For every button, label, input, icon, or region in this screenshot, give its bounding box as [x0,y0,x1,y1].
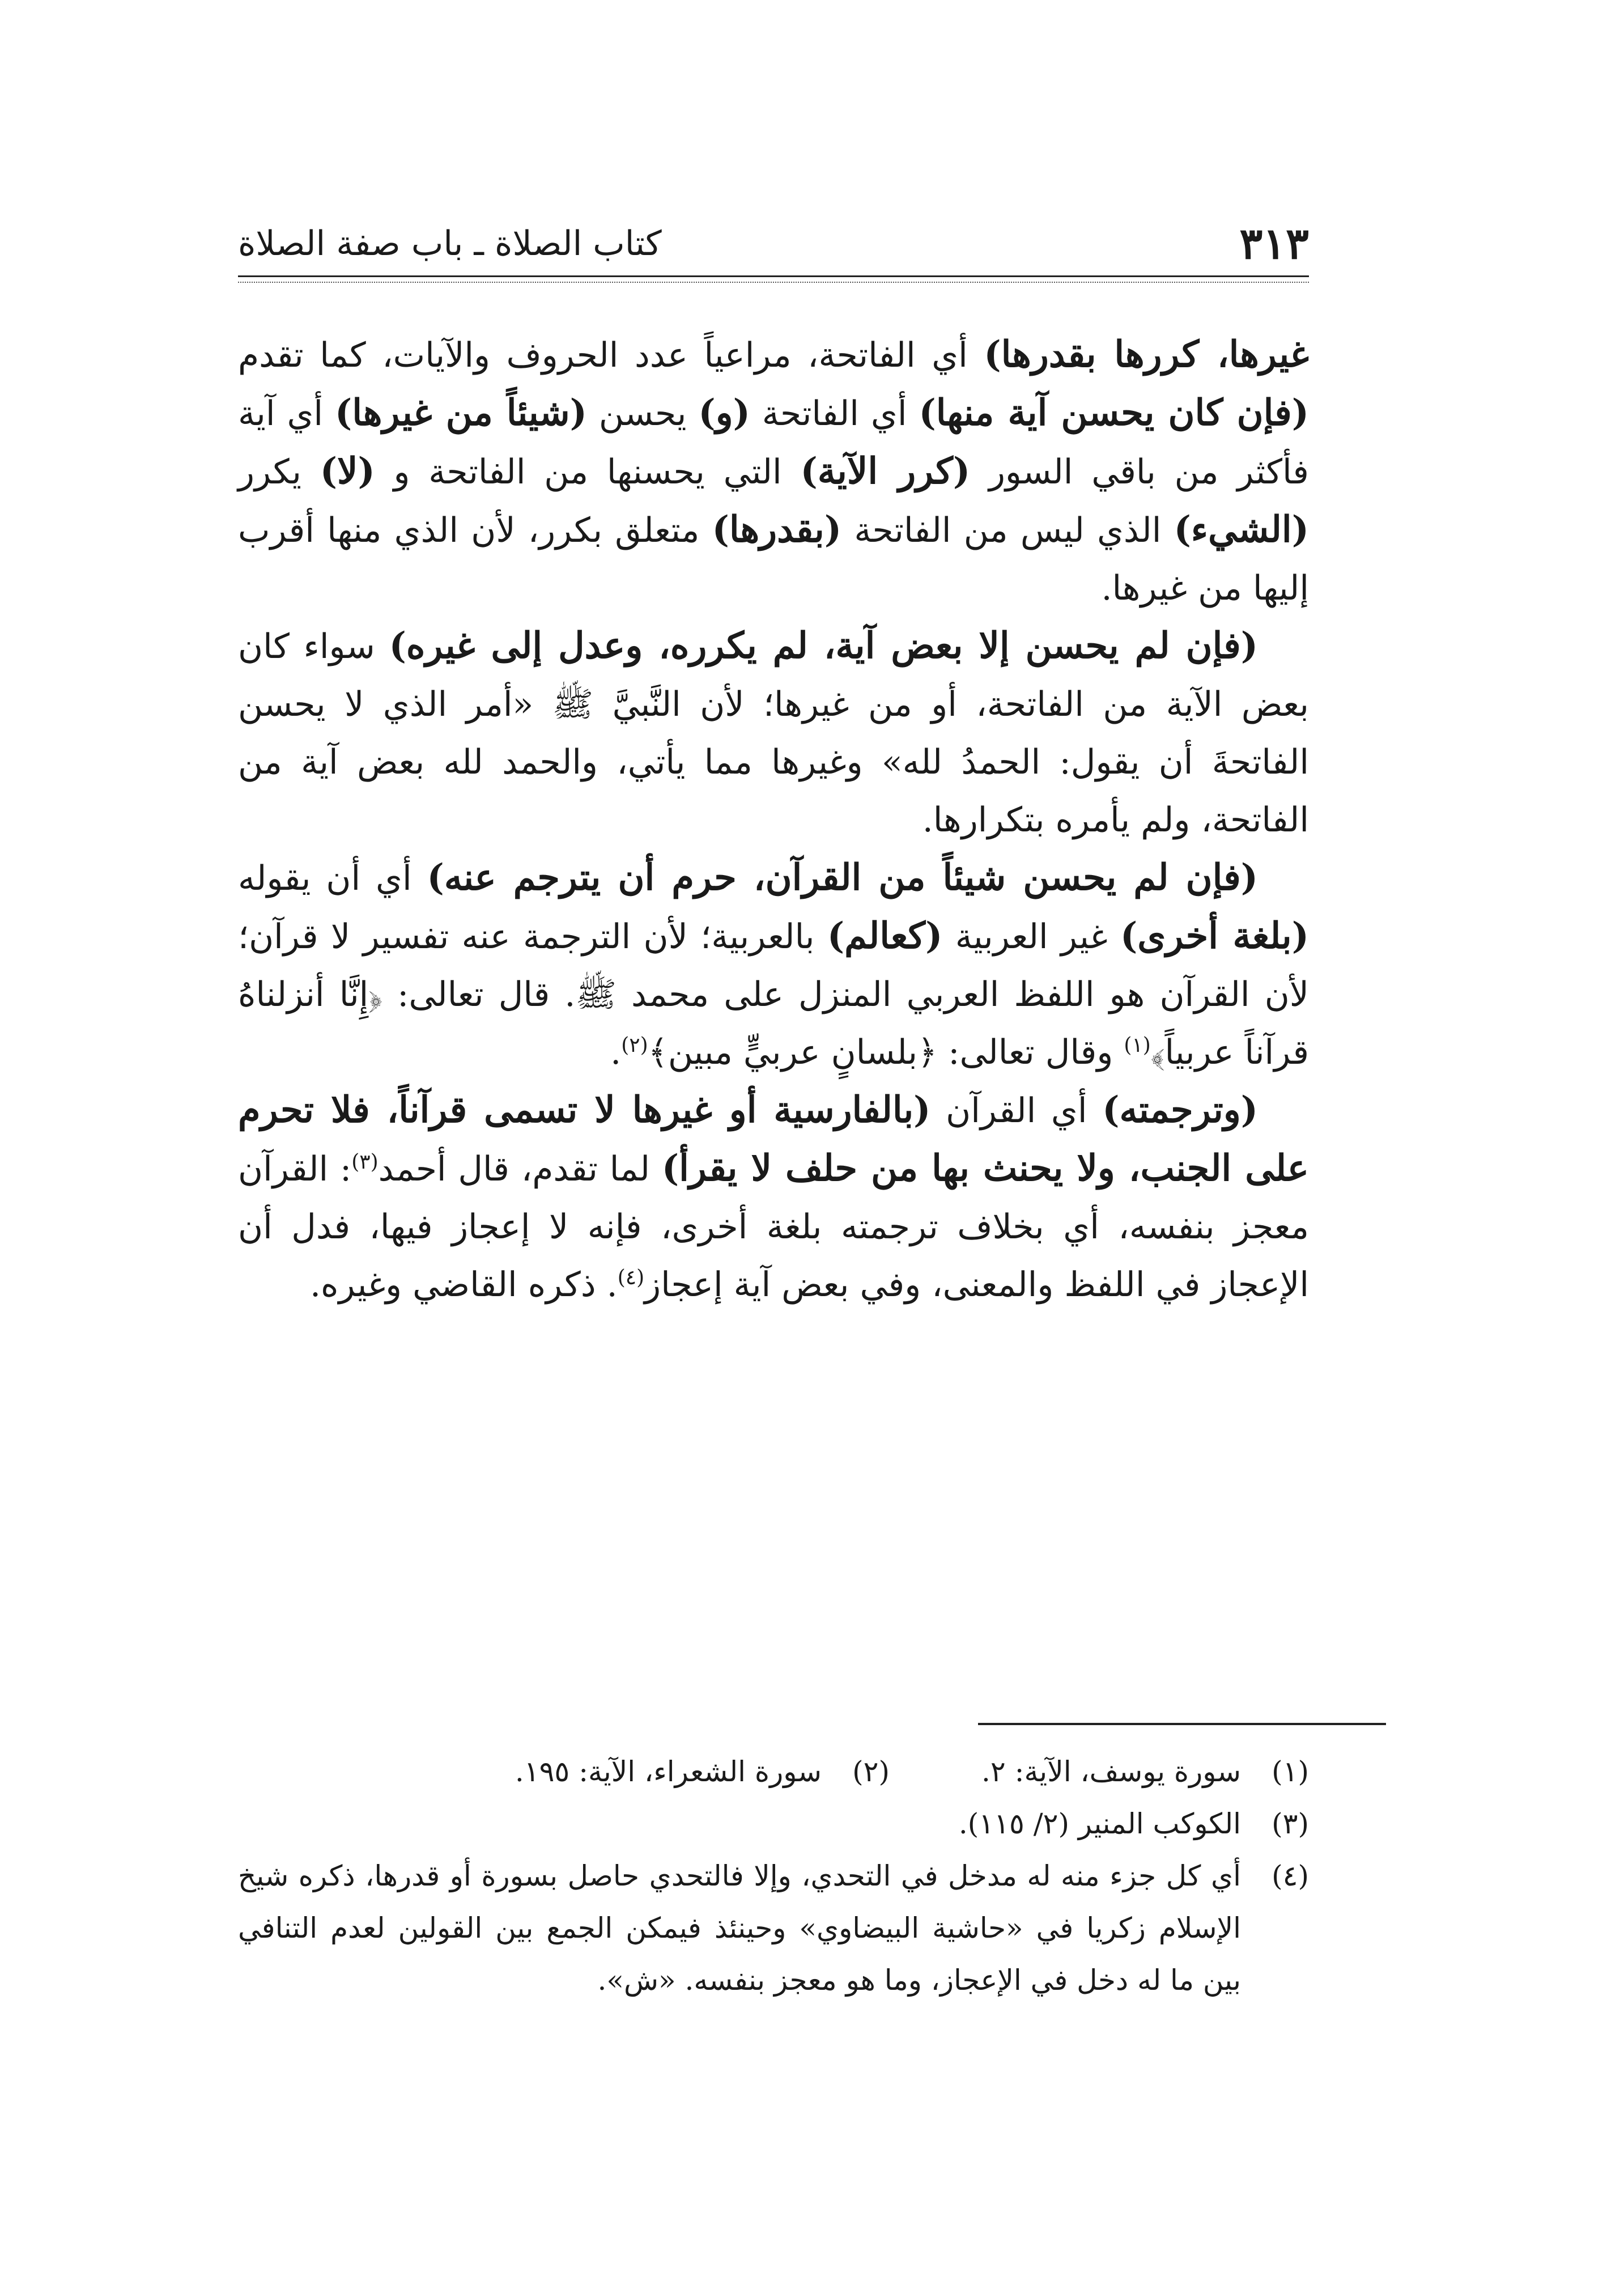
text-run: أي آية فأكثر من باقي السور [238,394,1309,492]
bold-phrase: (كعالم) [827,915,943,957]
paragraph-1 [238,326,1309,617]
page-number: ٣١٣ [1239,218,1309,269]
footnote-ref: (٤) [617,1266,645,1289]
text-run: يحسن [586,394,699,434]
paragraph-2 [238,617,1309,849]
footnote-1-2 [238,1746,1309,1798]
bold-phrase: (فإن لم يحسن شيئاً من القرآن، حرم أن يترجم عنه) [427,856,1259,899]
footnote-ref: (٢) [621,1034,648,1057]
bold-phrase: (الشيء) [1174,508,1309,551]
footnote-ref: (١) [1124,1034,1151,1057]
footnote-ref: (٣) [351,1150,379,1174]
text-run: : القرآن معجز بنفسه، أي بخلاف ترجمته بلغة أخرى، فإنه لا إعجاز فيها، فدل أن الإعجاز في اللفظ والمعنى، وفي بعض آية إعجاز [238,1149,1309,1305]
running-head: كتاب الصلاة ـ باب صفة الصلاة [238,224,662,264]
text-run: أي القرآن [930,1091,1103,1131]
main-text [238,326,1309,1314]
bold-phrase: (فإن لم يحسن إلا بعض آية، لم يكرره، وعدل إلى غيره) [389,625,1258,667]
footnote-number: (٣) [1272,1807,1309,1840]
text-run: . ذكره القاضي وغيره. [309,1265,618,1305]
text-run: أي الفاتحة [750,394,919,434]
text-run: التي يحسنها من الفاتحة و [375,452,801,492]
bold-phrase: (فإن كان يحسن آية منها) [919,392,1310,434]
paragraph-3 [238,849,1309,1081]
footnote-4 [238,1850,1309,2006]
footnote-text: سورة الشعراء، الآية: ١٩٥. [515,1755,822,1788]
footnote-separator [978,1723,1386,1725]
bold-phrase: (شيئاً من غيرها) [335,392,587,434]
footnote-number: (١) [1272,1755,1309,1788]
footnote-text: أي كل جزء منه له مدخل في التحدي، وإلا فالتحدي حاصل بسورة أو قدرها، ذكره شيخ الإسلام زكريا في «حاشية البيضاوي» وحينئذ فيمكن الجمع بين القولين لعدم التنافي بين ما له دخل في الإعجاز، وما هو معجز بنفسه. «ش». [238,1859,1241,1997]
text-run: سواء كان بعض الآية من الفاتحة، أو من غيرها؛ لأن النَّبيَّ ﷺ «أمر الذي لا يحسن الفاتحةَ أن يقول: الحمدُ لله» وغيرها مما يأتي، والحمد لله بعض آية من الفاتحة، ولم يأمره بتكرارها. [238,627,1309,840]
footnote-3 [238,1798,1309,1850]
text-run: أي أن يقوله [238,859,427,898]
footnote-text: الكوكب المنير (٢/ ١١٥). [958,1807,1241,1840]
bold-phrase: غيرها، كررها بقدرها) [984,333,1309,376]
text-run: متعلق بكرر، لأن الذي منها أقرب إليها من غيرها. [238,511,1309,608]
text-run: يكرر [238,452,320,492]
text-run: أي الفاتحة، مراعياً عدد الحروف والآيات، كما تقدم [238,336,984,375]
bold-phrase: (لا) [320,450,375,492]
text-run: بالعربية؛ لأن الترجمة عنه تفسير لا قرآن؛ لأن القرآن هو اللفظ العربي المنزل على محمد ﷺ. قال تعالى: ﴿إِنَّا أنزلناهُ قرآناً عربياً﴾ [238,917,1309,1072]
bold-phrase: (و) [698,392,750,434]
footnote-number: (٢) [852,1755,890,1788]
header-rule [238,275,1309,283]
bold-phrase: (بالفارسية أو غيرها لا تسمى قرآناً، فلا تحرم على الجنب، ولا يحنث بها من حلف لا يقرأ) [238,1089,1309,1190]
text-run: وقال تعالى: ﴿بلسانٍ عربيٍّ مبين﴾ [648,1033,1124,1072]
bold-phrase: (وترجمته) [1102,1089,1258,1131]
bold-phrase: (بقدرها) [712,508,842,551]
page-header [238,215,1309,272]
text-run: لما تقدم، قال أحمد [378,1149,662,1189]
text-run: الذي ليس من الفاتحة [841,511,1174,550]
paragraph-4 [238,1081,1309,1314]
bold-phrase: (بلغة أخرى) [1120,915,1310,957]
bold-phrase: (كرر الآية) [800,450,971,492]
footnotes [238,1746,1309,2006]
footnote-text: سورة يوسف، الآية: ٢. [981,1755,1241,1788]
text-run: . [610,1033,622,1072]
text-run: غير العربية [942,917,1120,957]
footnote-number: (٤) [1272,1859,1309,1892]
